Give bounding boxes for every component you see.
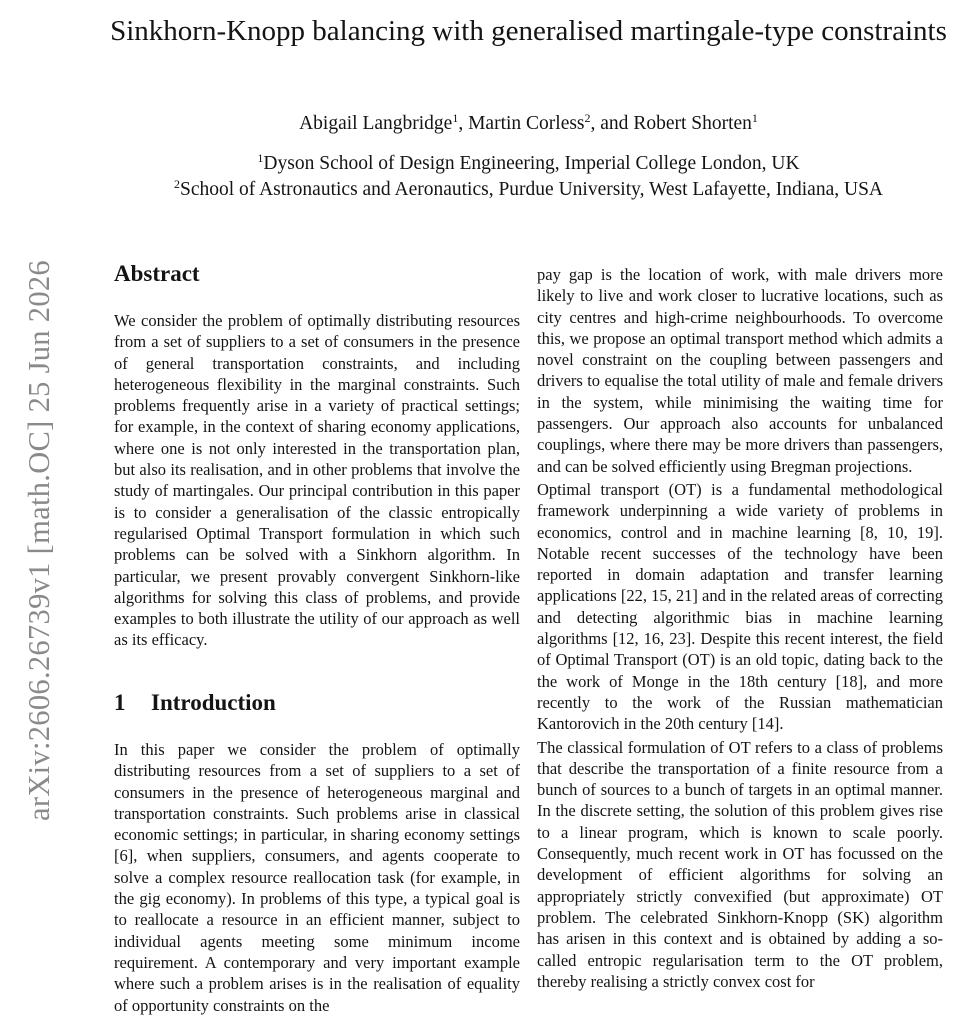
introduction-left-column <box>114 739 520 1016</box>
abstract-section <box>114 310 520 651</box>
affiliation-text: Dyson School of Design Engineering, Imperial College London, UK <box>263 153 800 174</box>
section-title: Introduction <box>151 690 276 715</box>
affiliation-line <box>100 151 957 177</box>
author-name: Abigail Langbridge <box>299 113 453 134</box>
affiliation-line <box>100 177 957 203</box>
section-number: 1 <box>114 690 126 715</box>
body-paragraph: The classical formulation of OT refers to a class of problems that describe the transportation of a finite resource from a bunch of sources to a bunch of targets in an optimal manner. In the discrete setting, the solution of this problem gives rise to a linear program, which is known to scale poorly. Consequently, much recent work in OT has focussed on the development of efficient algorithms for solving an appropriately strictly convexified (but approximate) OT problem. The celebrated Sinkhorn-Knopp (SK) algorithm has arisen in this context and is obtained by adding a so-called entropic regularisation term to the OT problem, thereby realising a strictly convex cost for <box>537 737 943 991</box>
body-paragraph: Optimal transport (OT) is a fundamental methodological framework underpinning a wide variety of problems in economics, control and in machine learning [8, 10, 19]. Notable recent successes of the technology have been reported in domain adaptation and transfer learning applications [22, 15, 21] and in the related areas of correcting and detecting algorithmic bias in machine learning algorithms [12, 16, 23]. Despite this recent interest, the field of Optimal Transport (OT) is an old topic, dating back to the the work of Monge in the 18th century [18], and more recently to the work of the Russian mathematician Kantorovich in the 20th century [14]. <box>537 479 943 734</box>
body-paragraph: In this paper we consider the problem of optimally distributing resources from a set of suppliers to a set of consumers in the presence of heterogeneous marginal and transportation constraints. Such problems arise in classical economic settings; in particular, in sharing economy settings [6], when suppliers, consumers, and agents cooperate to solve a complex resource reallocation task (for example, in the gig economy). In problems of this type, a typical goal is to reallocate a resource in an efficient manner, subject to individual agents meeting some minimum income requirement. A contemporary and very important example where such a problem arises is in the realisation of equality of opportunity constraints on the <box>114 740 520 1015</box>
author-affiliation-mark: 1 <box>751 111 758 125</box>
affiliation-text: School of Astronautics and Aeronautics, Purdue University, West Lafayette, Indiana, USA <box>180 179 883 200</box>
author-affiliation-mark: 1 <box>452 111 459 125</box>
arxiv-identifier-text: arXiv:2606.26739v1 [math.OC] 25 Jun 2026 <box>21 259 56 821</box>
affiliation-list <box>100 151 957 203</box>
author-affiliation-mark: 2 <box>584 111 591 125</box>
body-paragraph: pay gap is the location of work, with male drivers more likely to live and work closer to lucrative locations, such as city centres and high-crime neighbourhoods. To overcome this, we propose an optimal transport method which admits a novel constraint on the coupling between passengers and drivers to equalise the total utility of male and female drivers in the system, while minimising the waiting time for passengers. Our approach also accounts for unbalanced couplings, where there may be more drivers than passengers, and can be solved efficiently using Bregman projections. <box>537 265 943 476</box>
affiliation-mark: 2 <box>174 177 180 191</box>
paper-title: Sinkhorn-Knopp balancing with generalised martingale-type constraints <box>110 15 947 47</box>
author-list: Abigail Langbridge$^1$, Martin Corless$^2$, and Robert Shorten$^1$ <box>299 111 758 134</box>
abstract-body: We consider the problem of optimally distributing resources from a set of suppliers to a set of consumers in the presence of general transportation constraints, and including heterogeneous flexibility in the marginal constraints. Such problems frequently arise in a variety of practical settings; for example, in the context of sharing economy applications, where one is not only interested in the transportation plan, but also its realisation, and in other problems that involve the study of martingales. Our principal contribution in this paper is to consider a generalisation of the classic entropically regularised Optimal Transport formulation in which such problems can be solved with a Sinkhorn algorithm. In particular, we present provably convergent Sinkhorn-like algorithms for solving this class of problems, and provide examples to both illustrate the utility of our approach as well as its efficacy. <box>114 311 520 650</box>
introduction-heading <box>114 688 276 718</box>
arxiv-identifier-stamp <box>18 210 60 870</box>
author-name: Robert Shorten <box>633 113 752 134</box>
author-name: Martin Corless <box>468 113 585 134</box>
affiliation-mark: 1 <box>257 151 264 165</box>
abstract-heading: Abstract <box>114 261 200 286</box>
introduction-right-column <box>537 264 943 992</box>
